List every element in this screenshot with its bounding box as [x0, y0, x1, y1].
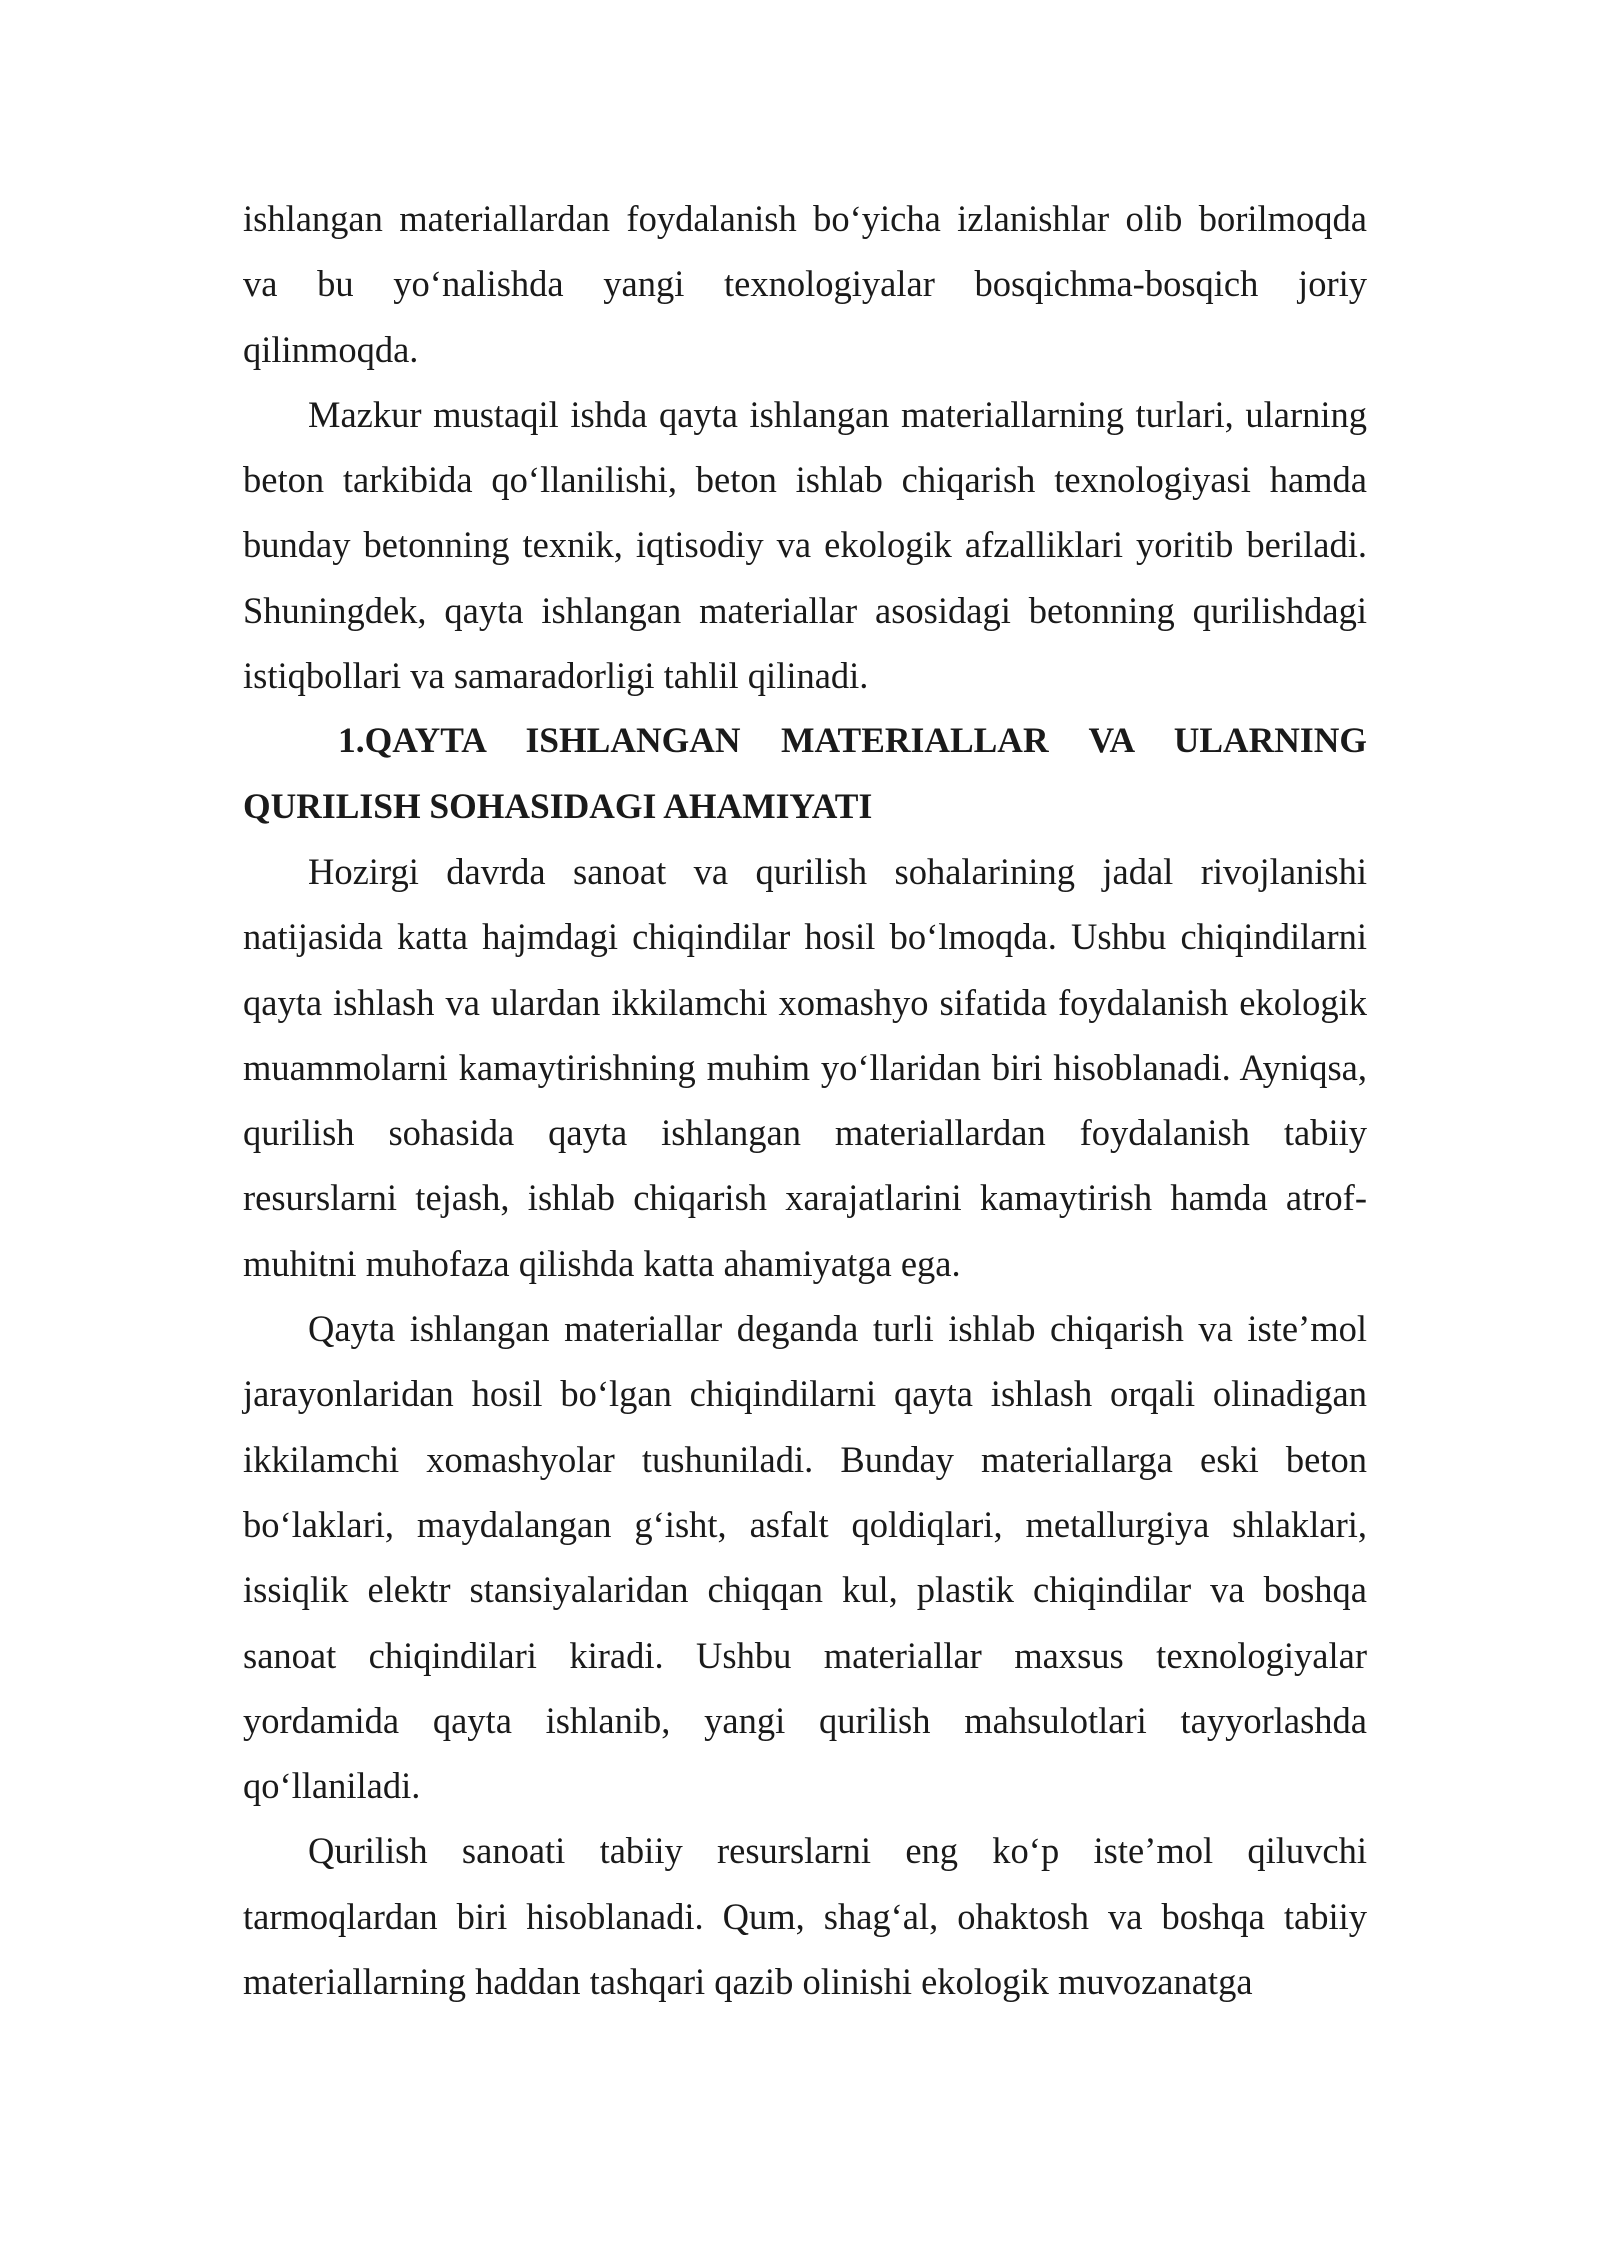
paragraph-natural-resources: Qurilish sanoati tabiiy resurslarni eng ko‘p iste’mol qiluvchi tarmoqlardan biri hisoblanadi. Qum, shag‘al, ohaktosh va boshqa tabiiy materiallarning haddan tashqari qazib olinishi ekologik muvozanatga — [243, 1830, 1367, 2003]
section-heading: 1.QAYTA ISHLANGAN MATERIALLAR VA ULARNING QURILISH SOHASIDAGI AHAMIYATI — [243, 720, 1367, 826]
paragraph-recycled-definition: Qayta ishlangan materiallar deganda turli ishlab chiqarish va iste’mol jarayonlaridan hosil bo‘lgan chiqindilarni qayta ishlash orqali olinadigan ikkilamchi xomashyolar tushuniladi. Bunday materiallarga eski beton bo‘laklari, maydalangan g‘isht, asfalt qoldiqlari, metallurgiya shlaklari, issiqlik elektr stansiyalaridan chiqqan kul, plastik chiqindilar va boshqa sanoat chiqindilari kiradi. Ushbu materiallar maxsus texnologiyalar yordamida qayta ishlanib, yangi qurilish mahsulotlari tayyorlashda qo‘llaniladi. — [243, 1308, 1367, 1807]
paragraph-scope: Mazkur mustaqil ishda qayta ishlangan materiallarning turlari, ularning beton tarkibida qo‘llanilishi, beton ishlab chiqarish texnologiyasi hamda bunday betonning texnik, iqtisodiy va ekologik afzalliklari yoritib beriladi. Shuningdek, qayta ishlangan materiallar asosidagi betonning qurilishdagi istiqbollari va samaradorligi tahlil qilinadi. — [243, 393, 1367, 697]
paragraph-waste-recycling: Hozirgi davrda sanoat va qurilish sohalarining jadal rivojlanishi natijasida katta hajmdagi chiqindilar hosil bo‘lmoqda. Ushbu chiqindilarni qayta ishlash va ulardan ikkilamchi xomashyo sifatida foydalanish ekologik muammolarni kamaytirishning muhim yo‘llaridan biri hisoblanadi. Ayniqsa, qurilish sohasida qayta ishlangan materiallardan foydalanish tabiiy resurslarni tejash, ishlab chiqarish xarajatlarini kamaytirish hamda atrof-muhitni muhofaza qilishda katta ahamiyatga ega. — [243, 850, 1367, 1284]
paragraph-continuation: ishlangan materiallardan foydalanish bo‘yicha izlanishlar olib borilmoqda va bu yo‘nalishda yangi texnologiyalar bosqichma-bosqich joriy qilinmoqda. — [243, 198, 1367, 370]
document-body — [243, 186, 1367, 2014]
